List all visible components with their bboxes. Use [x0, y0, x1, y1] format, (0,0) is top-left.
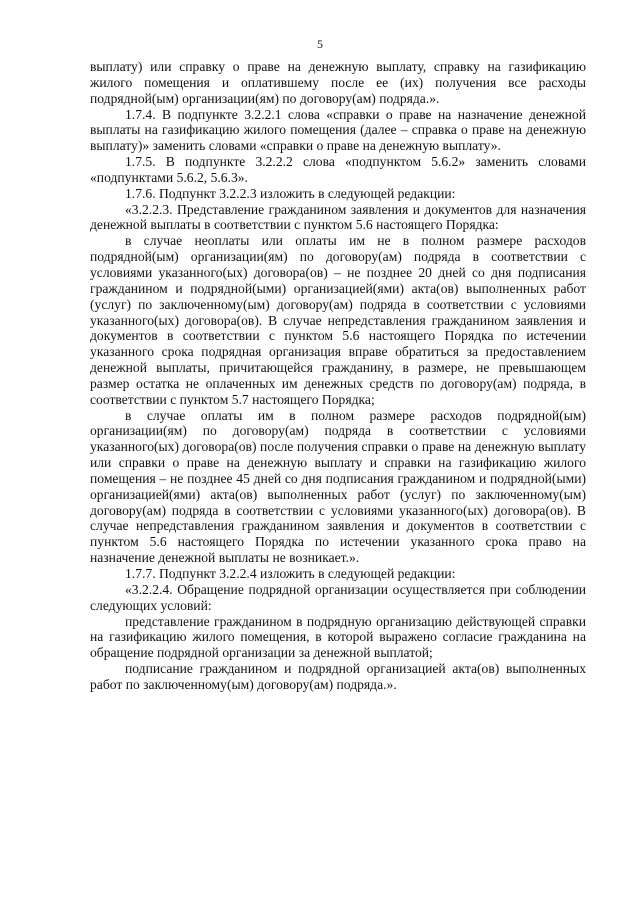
paragraph: «3.2.2.4. Обращение подрядной организации осуществляется при соблюдении следующих условий: — [90, 581, 586, 613]
paragraph: в случае неоплаты или оплаты им не в полном размере расходов подрядной(ым) организации(ям) по договору(ам) подряда в соответствии с условиями указанного(ых) договора(ов) – не позднее 20 дней со дня подписания гражданином и подрядной(ыми) организацией(ями) акта(ов) выполненных работ (услуг) по заключенному(ым) договору(ам) подряда в соответствии с условиями указанного(ых) договора(ов). В случае непредставления гражданином заявления и документов в соответствии с пунктом 5.6 настоящего Порядка по истечении указанного срока подрядная организация вправе обратиться за предоставлением денежной выплаты, причитающейся гражданину, в размере, не превышающем размер остатка не оплаченных им денежных средств по договору(ам) подряда, в соответствии с пунктом 5.7 настоящего Порядка; — [90, 233, 586, 407]
paragraph: 1.7.7. Подпункт 3.2.2.4 изложить в следующей редакции: — [125, 566, 456, 581]
paragraph: представление гражданином в подрядную организацию действующей справки на газификацию жилого помещения, в которой выражено согласие гражданина на обращение подрядной организации за денежной выплатой; — [90, 613, 586, 661]
paragraph: «3.2.2.3. Представление гражданином заявления и документов для назначения денежной выплаты в соответствии с пунктом 5.6 настоящего Порядка: — [90, 201, 586, 233]
paragraph: подписание гражданином и подрядной организацией акта(ов) выполненных работ по заключенному(ым) договору(ам) подряда.». — [90, 661, 586, 692]
paragraph: в случае оплаты им в полном размере расходов подрядной(ым) организации(ям) по договору(ам) подряда в соответствии с условиями указанного(ых) договора(ов) после получения справки о праве на денежную выплату или справки о праве на денежную выплату и справки на газификацию жилого помещения – не позднее 45 дней со дня подписания гражданином и подрядной(ыми) организацией(ями) акта(ов) выполненных работ (услуг) по заключенному(ым) договору(ам) подряда в соответствии с условиями указанного(ых) договора(ов). В случае непредставления гражданином заявления и документов в соответствии с пунктом 5.6 настоящего Порядка по истечении указанного срока право на назначение денежной выплаты не возникает.». — [90, 407, 586, 566]
paragraph: 1.7.6. Подпункт 3.2.2.3 изложить в следующей редакции: — [125, 185, 456, 201]
paragraph: 1.7.5. В подпункте 3.2.2.2 слова «подпунктом 5.6.2» заменить словами «подпунктами 5.6.2, 5.6.3». — [90, 154, 586, 185]
page-number: 5 — [317, 37, 323, 51]
document-body — [90, 59, 586, 693]
paragraph: выплату) или справку о праве на денежную выплату, справку на газификацию жилого помещения и оплатившему после ее (их) получения все расходы подрядной(ым) организации(ям) по договору(ам) подряда.». — [90, 59, 586, 106]
paragraph: 1.7.4. В подпункте 3.2.2.1 слова «справки о праве на назначение денежной выплаты на газификацию жилого помещения (далее – справка о праве на денежную выплату)» заменить словами «справки о праве на денежную выплату». — [90, 106, 586, 154]
